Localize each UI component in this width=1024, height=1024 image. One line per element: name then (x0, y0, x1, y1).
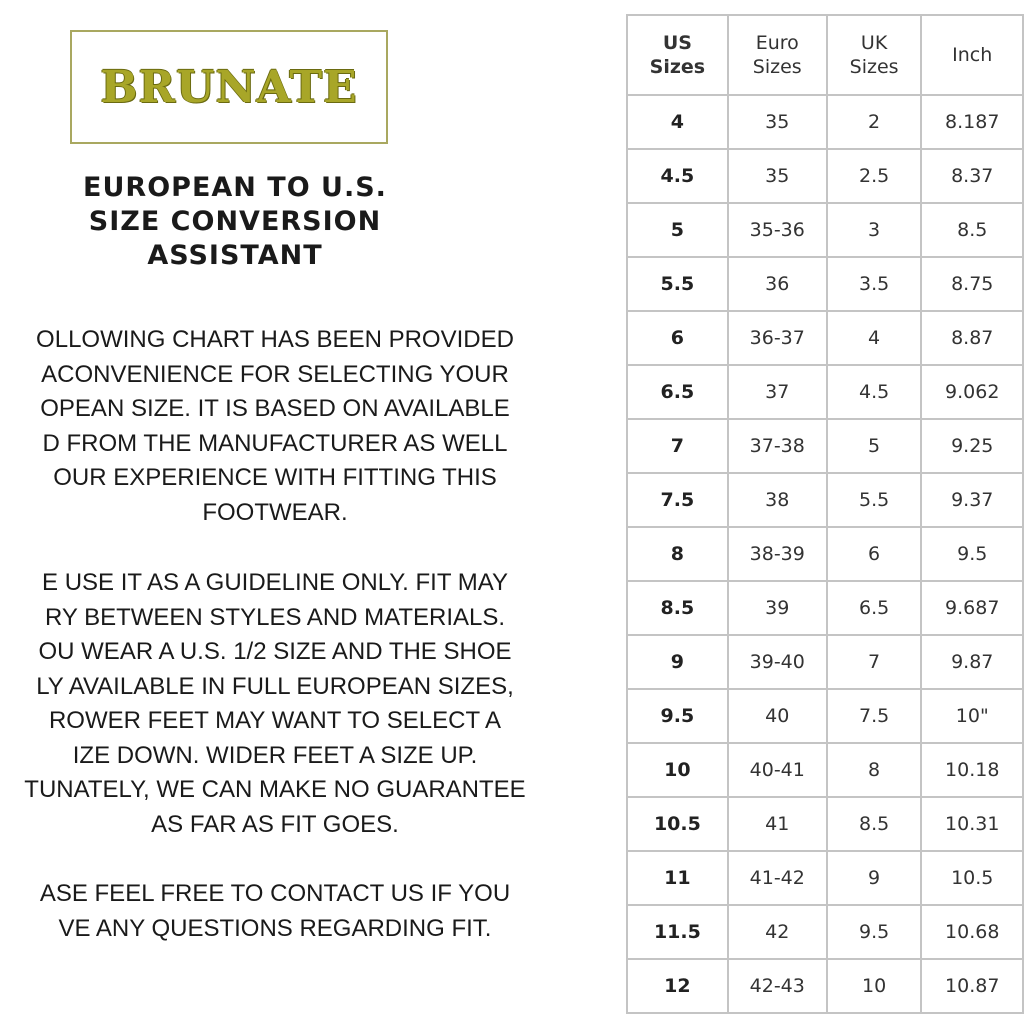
inches-cell: 10.18 (921, 743, 1023, 797)
uk-size-cell: 8 (827, 743, 922, 797)
uk-size-cell: 3.5 (827, 257, 922, 311)
us-size-cell: 9 (627, 635, 728, 689)
guideline-line: IZE DOWN. WIDER FEET A SIZE UP. (72, 741, 478, 769)
euro-size-cell: 40-41 (728, 743, 827, 797)
table-row (627, 581, 1023, 635)
inches-cell: 10.87 (921, 959, 1023, 1013)
contact-line: ASE FEEL FREE TO CONTACT US IF YOU (39, 880, 511, 907)
us-size-cell: 8 (627, 527, 728, 581)
euro-size-cell: 37-38 (728, 419, 827, 473)
table-row (627, 905, 1023, 959)
us-size-cell: 4 (627, 95, 728, 149)
inches-cell: 9.687 (921, 581, 1023, 635)
euro-size-cell: 38 (728, 473, 827, 527)
euro-size-cell: 40 (728, 689, 827, 743)
intro-line: D FROM THE MANUFACTURER AS WELL (42, 429, 508, 457)
uk-size-cell: 10 (827, 959, 922, 1013)
col-header-us-sizes (627, 15, 728, 95)
contact-paragraph (0, 877, 590, 946)
euro-size-cell: 35-36 (728, 203, 827, 257)
uk-size-cell: 2.5 (827, 149, 922, 203)
table-row (627, 311, 1023, 365)
intro-paragraph (0, 323, 590, 530)
us-size-cell: 11.5 (627, 905, 728, 959)
intro-line: ACONVENIENCE FOR SELECTING YOUR (41, 360, 509, 388)
uk-size-cell: 4 (827, 311, 922, 365)
guideline-line: RY BETWEEN STYLES AND MATERIALS. (44, 603, 506, 631)
euro-size-cell: 39-40 (728, 635, 827, 689)
col-header-uk-sizes (827, 15, 922, 95)
inches-cell: 8.5 (921, 203, 1023, 257)
table-row (627, 95, 1023, 149)
guideline-line: E USE IT AS A GUIDELINE ONLY. FIT MAY (42, 569, 508, 596)
us-size-cell: 11 (627, 851, 728, 905)
us-size-cell: 7 (627, 419, 728, 473)
euro-size-cell: 41 (728, 797, 827, 851)
inches-cell: 10.68 (921, 905, 1023, 959)
euro-size-cell: 37 (728, 365, 827, 419)
header-line: Euro (755, 32, 799, 54)
inches-cell: 8.37 (921, 149, 1023, 203)
us-size-cell: 12 (627, 959, 728, 1013)
table-row (627, 635, 1023, 689)
us-size-cell: 4.5 (627, 149, 728, 203)
table-row (627, 473, 1023, 527)
guideline-line: TUNATELY, WE CAN MAKE NO GUARANTEE (24, 776, 526, 803)
guideline-line: ROWER FEET MAY WANT TO SELECT A (48, 707, 502, 734)
uk-size-cell: 2 (827, 95, 922, 149)
guideline-line: AS FAR AS FIT GOES. (151, 810, 399, 838)
page-title-line-3: ASSISTANT (147, 240, 323, 271)
inches-cell: 8.87 (921, 311, 1023, 365)
table-row (627, 797, 1023, 851)
table-row (627, 689, 1023, 743)
euro-size-cell: 36-37 (728, 311, 827, 365)
us-size-cell: 6.5 (627, 365, 728, 419)
us-size-cell: 9.5 (627, 689, 728, 743)
col-header-inches (921, 15, 1023, 95)
header-line: Sizes (849, 56, 899, 78)
inches-cell: 9.25 (921, 419, 1023, 473)
table-row (627, 959, 1023, 1013)
inches-cell: 8.75 (921, 257, 1023, 311)
intro-line: OPEAN SIZE. IT IS BASED ON AVAILABLE (40, 395, 510, 422)
uk-size-cell: 9.5 (827, 905, 922, 959)
inches-cell: 9.062 (921, 365, 1023, 419)
table-row (627, 149, 1023, 203)
euro-size-cell: 41-42 (728, 851, 827, 905)
table-row (627, 743, 1023, 797)
euro-size-cell: 35 (728, 95, 827, 149)
us-size-cell: 10 (627, 743, 728, 797)
us-size-cell: 7.5 (627, 473, 728, 527)
uk-size-cell: 6 (827, 527, 922, 581)
inches-cell: 9.87 (921, 635, 1023, 689)
inches-cell: 10.31 (921, 797, 1023, 851)
table-row (627, 203, 1023, 257)
intro-line: OLLOWING CHART HAS BEEN PROVIDED (36, 326, 514, 353)
intro-line: FOOTWEAR. (202, 498, 348, 526)
us-size-cell: 5.5 (627, 257, 728, 311)
inches-cell: 9.37 (921, 473, 1023, 527)
inches-cell: 10" (921, 689, 1023, 743)
table-row (627, 851, 1023, 905)
intro-line: OUR EXPERIENCE WITH FITTING THIS (53, 464, 497, 491)
header-line: UK (860, 32, 888, 54)
table-row (627, 527, 1023, 581)
guideline-line: LY AVAILABLE IN FULL EUROPEAN SIZES, (36, 672, 514, 700)
uk-size-cell: 5.5 (827, 473, 922, 527)
header-line: US (662, 32, 692, 54)
page-title-line-1: EUROPEAN TO U.S. (83, 172, 387, 203)
uk-size-cell: 3 (827, 203, 922, 257)
us-size-cell: 10.5 (627, 797, 728, 851)
guideline-line: OU WEAR A U.S. 1/2 SIZE AND THE SHOE (38, 638, 512, 665)
size-conversion-table (626, 14, 1024, 1014)
uk-size-cell: 4.5 (827, 365, 922, 419)
euro-size-cell: 39 (728, 581, 827, 635)
guideline-paragraph (0, 566, 590, 842)
page-title-line-2: SIZE CONVERSION (88, 206, 382, 237)
uk-size-cell: 7.5 (827, 689, 922, 743)
inches-cell: 9.5 (921, 527, 1023, 581)
inches-cell: 8.187 (921, 95, 1023, 149)
uk-size-cell: 5 (827, 419, 922, 473)
uk-size-cell: 6.5 (827, 581, 922, 635)
euro-size-cell: 42-43 (728, 959, 827, 1013)
euro-size-cell: 35 (728, 149, 827, 203)
inches-cell: 10.5 (921, 851, 1023, 905)
uk-size-cell: 8.5 (827, 797, 922, 851)
header-line: Sizes (752, 56, 802, 78)
table-row (627, 257, 1023, 311)
brand-logo-text: BRUNATE (100, 61, 358, 113)
us-size-cell: 5 (627, 203, 728, 257)
col-header-euro-sizes (728, 15, 827, 95)
euro-size-cell: 38-39 (728, 527, 827, 581)
uk-size-cell: 9 (827, 851, 922, 905)
us-size-cell: 6 (627, 311, 728, 365)
table-row (627, 365, 1023, 419)
contact-line: VE ANY QUESTIONS REGARDING FIT. (58, 914, 492, 942)
uk-size-cell: 7 (827, 635, 922, 689)
header-line: Sizes (649, 56, 706, 78)
table-header-row (627, 15, 1023, 95)
table-row (627, 419, 1023, 473)
euro-size-cell: 36 (728, 257, 827, 311)
brand-logo (70, 30, 388, 144)
us-size-cell: 8.5 (627, 581, 728, 635)
euro-size-cell: 42 (728, 905, 827, 959)
header-line: Inch (952, 44, 993, 66)
